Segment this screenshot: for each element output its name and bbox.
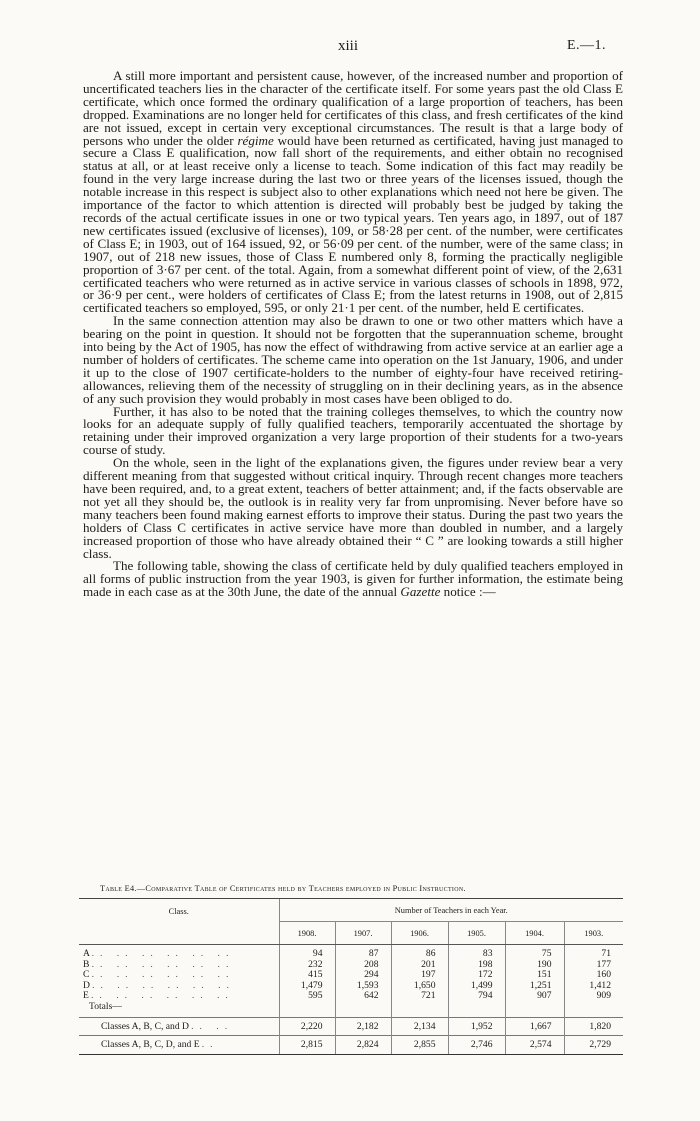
document-reference: E.—1. [567,38,607,53]
table-cell: 160 [596,969,611,981]
total-label: Classes A, B, C, and D .. .. [79,1017,279,1035]
italic-gazette: Gazette [400,584,441,600]
italic-regime: régime [237,132,274,148]
column-1907 [335,945,391,1018]
total-row-abcd [79,1017,623,1035]
table-caption: Table E4.—Comparative Table of Certificates held by Teachers employed in Public Instruction. [100,884,466,893]
page-number: xiii [338,38,359,54]
class-label-b: B .. .. .. .. .. .. [83,958,235,970]
table-cell: 75 [541,948,552,959]
table-cell: 1,650 [413,979,436,991]
total-label: Classes A, B, C, D, and E .. [79,1035,279,1054]
body-text [83,70,623,599]
table-cell: 2,574 [505,1035,564,1054]
table-cell: 294 [364,969,379,981]
year-header: 1907. [335,922,391,945]
column-1903 [564,945,623,1018]
column-1905 [448,945,505,1018]
table-cell: 1,952 [448,1017,505,1035]
column-1906 [391,945,448,1018]
table-cell: 2,182 [335,1017,391,1035]
table-cell: 83 [482,948,493,959]
column-1904 [505,945,564,1018]
group-header: Number of Teachers in each Year. [279,899,623,922]
table-cell: 198 [478,958,493,970]
certificates-table [79,898,623,1055]
table-cell: 1,820 [564,1017,623,1035]
column-1908 [279,945,335,1018]
paragraph-3: Further, it has also to be noted that the training colleges themselves, to which the country now looks for an adequate supply of fully qualified teachers, temporarily accentuated the shortage by retaining under their improved organization a very large proportion of their students for a two-years course of study. [83,403,623,458]
table-cell: 1,251 [529,979,552,991]
table-cell: 151 [537,969,552,981]
table-cell: 2,855 [391,1035,448,1054]
year-header: 1906. [391,922,448,945]
table-cell: 721 [421,990,436,1002]
class-labels [79,945,279,1018]
table-cell: 415 [308,969,323,981]
table-cell: 71 [601,948,611,959]
totals-label: Totals— [89,1000,122,1012]
class-label-a: A .. .. .. .. .. .. [83,948,235,959]
year-header: 1904. [505,922,564,945]
table-cell: 86 [425,948,436,959]
table-cell: 2,815 [279,1035,335,1054]
class-label-e: E .. .. .. .. .. .. [83,990,235,1002]
table-cell: 909 [596,990,611,1002]
table-cell: 232 [308,958,323,970]
table-cell: 201 [421,958,436,970]
table-cell: 2,746 [448,1035,505,1054]
table-cell: 172 [478,969,493,981]
year-header: 1908. [279,922,335,945]
class-label-c: C .. .. .. .. .. .. [83,969,235,981]
table-cell: 794 [478,990,493,1002]
paragraph-4: On the whole, seen in the light of the explanations given, the figures under review bear a very different meaning from that suggested without critical inquiry. Through recent changes more teachers have been required, and, to a great extent, teachers of better attainment; and, if the facts observable are not yet all they should be, the outlook is in reality very far from unpromising. Never before have so many teachers been found making earnest efforts to improve their status. During the past two years the holders of Class C certificates in active service have more than doubled in number, and a largely increased proportion of those who have already obtained their “ C ” are looking towards a still higher class. [83,455,623,561]
table-cell: 595 [308,990,323,1002]
table-cell: 2,134 [391,1017,448,1035]
year-header: 1905. [448,922,505,945]
paragraph-5: The following table, showing the class of certificate held by duly qualified teachers employed in all forms of public instruction from the year 1903, is given for further information, the estimate being made in each case as at the 30th June, the date of the annual Gazette notice :— [83,558,623,600]
table-cell: 87 [368,948,379,959]
table-cell: 2,220 [279,1017,335,1035]
table-cell: 208 [364,958,379,970]
total-row-abcde [79,1035,623,1054]
table-cell: 1,412 [589,979,611,991]
class-rows [79,945,623,1018]
table-cell: 1,593 [356,979,379,991]
table-cell: 94 [312,948,323,959]
table-cell: 2,824 [335,1035,391,1054]
class-header: Class. [79,899,279,945]
class-label-d: D .. .. .. .. .. .. [83,979,236,991]
table-cell: 642 [364,990,379,1002]
table-cell: 2,729 [564,1035,623,1054]
table-cell: 190 [537,958,552,970]
table-cell: 907 [537,990,552,1002]
year-header: 1903. [564,922,623,945]
paragraph-2: In the same connection attention may also be drawn to one or two other matters which have a bearing on the point in question. It should not be forgotten that the superannuation scheme, brought into being by the Act of 1905, has now the effect of withdrawing from active service at an earlier age a number of holders of certificates. The scheme came into operation on the 1st January, 1906, and under it up to the close of 1907 certificate-holders to the number of eighty-four have received retiring-allowances, relieving them of the necessity of struggling on in their declining years, as in the absence of any such provision they would probably in most cases have been obliged to do. [83,313,623,406]
page-header [0,38,700,58]
table-cell: 1,499 [470,979,493,991]
table-cell: 177 [596,958,611,970]
table-cell: 1,479 [300,979,323,991]
table-cell: 1,667 [505,1017,564,1035]
table-cell: 197 [421,969,436,981]
paragraph-1: A still more important and persistent cause, however, of the increased number and proportion of uncertificated teachers lies in the character of the certificate itself. For some years past the old Class E certificate, which once formed the ordinary qualification of a large proportion of teachers, has been dropped. Examinations are no longer held for certificates of this class, and fresh certificates of the kind are not issued, except in certain very exceptional circumstances. The result is that a large body of persons who under the older régime would have been returned as certificated, having just managed to secure a Class E qualification, now fall short of the requirements, and either obtain no recognised status at all, or at least receive only a license to teach. Some indication of this fact may readily be found in the very large increase during the last two or three years of the licenses issued, though the notable increase in this respect is subject also to other explanations which need not here be given. The importance of the factor to which attention is directed will probably best be judged by taking the records of the actual certificate issues in one or two typical years. Ten years ago, in 1897, out of 187 new certificates issued (exclusive of licenses), 109, or 58·28 per cent. of the number, were certificates of Class E; in 1903, out of 164 issued, 92, or 56·09 per cent. of the number, were of the same class; in 1907, out of 218 new issues, those of Class E numbered only 8, forming the practically negligible proportion of 3·67 per cent. of the total. Again, from a somewhat different point of view, of the 2,631 certificated teachers who were returned as in active service in various classes of schools in 1898, 972, or 36·9 per cent., were holders of certificates of Class E; from the latest returns in 1908, out of 2,815 certificated teachers so employed, 595, or only 21·1 per cent. of the number, held E certificates. [83,68,623,316]
